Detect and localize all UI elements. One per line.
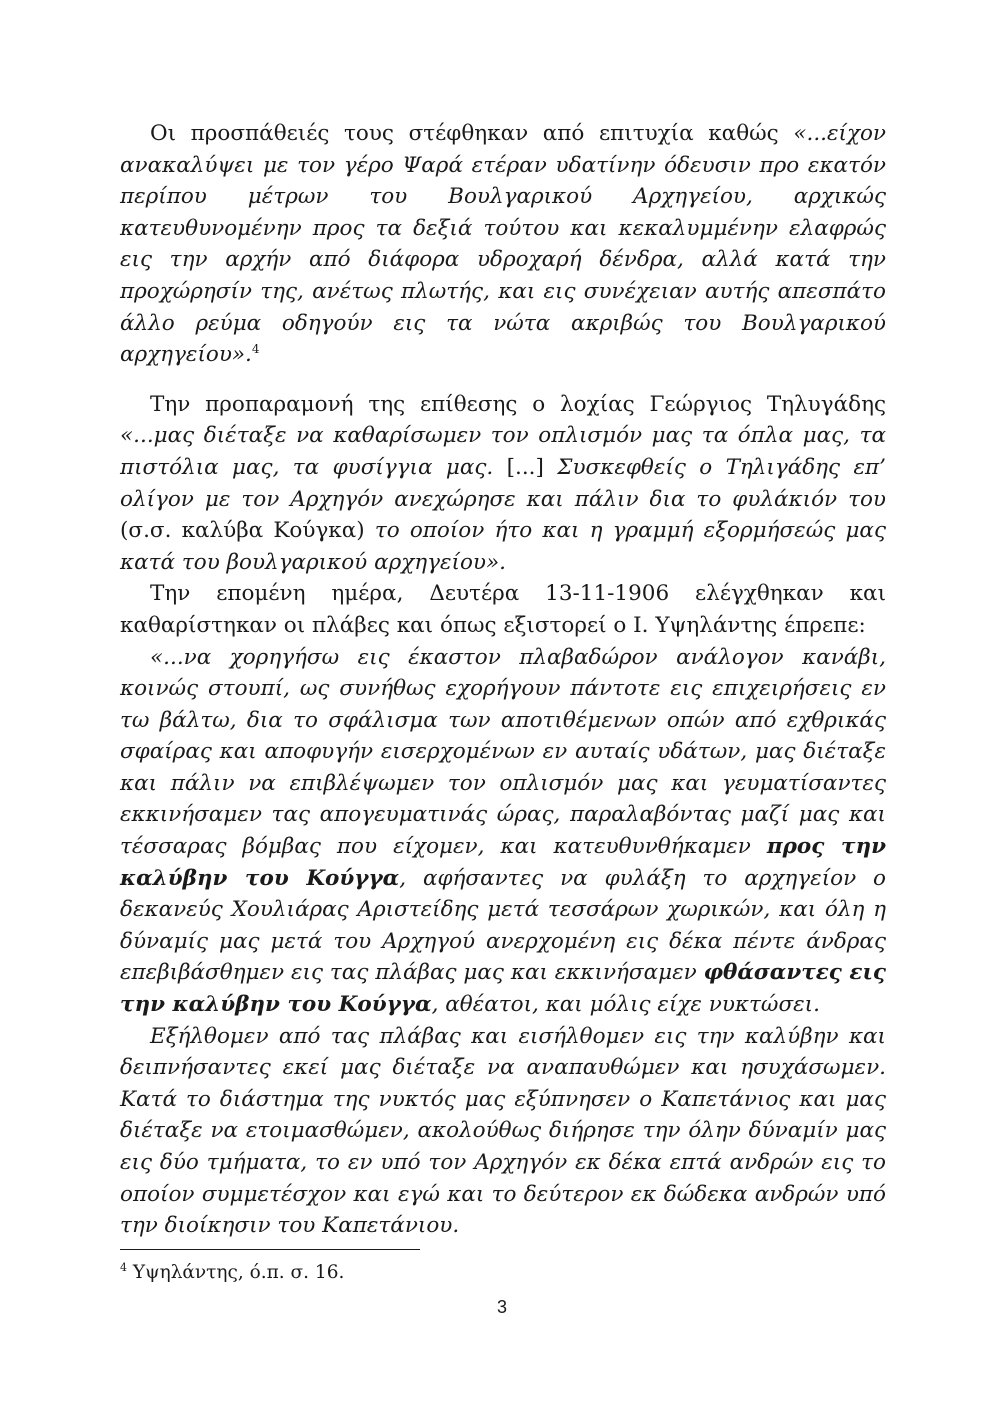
paragraph-3: Την επομένη ημέρα, Δευτέρα 13-11-1906 ελέγχθηκαν και καθαρίστηκαν οι πλάβες και όπως εξιστορεί ο Ι. Υψηλάντης έπρεπε: — [120, 581, 886, 638]
paragraph-4-bold-1: προς την καλύβην του Κούγγα — [120, 834, 886, 891]
paragraph-2-quote-a: «...μας διέταξε να καθαρίσωμεν τον οπλισμόν μας τα όπλα μας, τα πιστόλια μας, τα φυσίγγια μας. — [120, 423, 886, 480]
paragraph-2-aside: (σ.σ. καλύβα Κούγκα) — [120, 518, 365, 544]
paragraph-1-lead: Οι προσπάθειές τους στέφθηκαν από επιτυχία καθώς — [150, 121, 794, 146]
paragraph-2-lead: Την προπαραμονή της επίθεσης ο λοχίας Γεώργιος Τηλυγάδης — [150, 391, 886, 417]
paragraph-5 — [120, 1021, 886, 1242]
paragraph-2-ellipsis: [...] — [506, 454, 544, 480]
footnote — [120, 1260, 820, 1286]
paragraph-4 — [120, 642, 886, 1021]
paragraph-2 — [120, 389, 886, 579]
paragraph-2-quote-b: Συσκεφθείς ο Τηλιγάδης επ’ ολίγον με τον Αρχηγόν ανεχώρησε και πάλιν δια το φυλάκιόν του — [120, 454, 886, 512]
paragraph-2-quote-c: το οποίον ήτο και η γραμμή εξορμήσεώς μας κατά του βουλγαρικού αρχηγείου». — [120, 518, 886, 575]
footnote-divider — [120, 1249, 420, 1250]
footnote-text: Υψηλάντης, ό.π. σ. 16. — [132, 1262, 345, 1283]
footnote-number: 4 — [120, 1260, 127, 1274]
paragraph-5-text: Εξήλθομεν από τας πλάβας και εισήλθομεν εις την καλύβην και δειπνήσαντες εκεί μας διέταξε να αναπαυθώμεν και ησυχάσωμεν. Κατά το διάστημα της νυκτός μας εξύπνησεν ο Καπετάνιος και μας διέταξε να ετοιμασθώμεν, ακολούθως διήρησε την όλην δύναμίν μας εις δύο τμήματα, το εν υπό τον Αρχηγόν εκ δέκα επτά ανδρών εις το οποίον συμμετέσχον και εγώ και το δεύτερον εκ δώδεκα ανδρών υπό την διοίκησιν του Καπετάνιου. — [120, 1023, 886, 1239]
paragraph-1 — [120, 118, 886, 371]
paragraph-4-part-c: , αθέατοι, και μόλις είχε νυκτώσει. — [431, 992, 820, 1018]
paragraph-1-quote: «...είχον ανακαλύψει με τον γέρο Ψαρά ετέραν υδατίνην όδευσιν προ εκατόν περίπου μέτρων του Βουλγαρικού Αρχηγείου, αρχικώς κατευθυνομένην προς τα δεξιά τούτου και κεκαλυμμένην ελαφρώς εις την αρχήν από διάφορα υδροχαρή δένδρα, αλλά κατά την προχώρησίν της, ανέτως πλωτής, και εις συνέχειαν αυτής απεσπάτο άλλο ρεύμα οδηγούν εις τα νώτα ακριβώς του Βουλγαρικού αρχηγείου». — [120, 121, 886, 368]
footnote-reference[interactable]: 4 — [251, 342, 260, 356]
page-number: 3 — [496, 1297, 507, 1317]
paragraph-4-part-a: «...να χορηγήσω εις έκαστον πλαβαδώρον ανάλογον κανάβι, κοινώς στουπί, ως συνήθως εχορήγουν πάντοτε εις επιχειρήσεις εν τω βάλτω, δια το σφάλισμα των αποτιθέμενων οπών από εχθρικάς σφαίρας και αποφυγήν εισερχομένων εν αυταίς υδάτων, μας διέταξε και πάλιν να επιβλέψωμεν τον οπλισμόν μας και γευματίσαντες εκκινήσαμεν τας απογευματινάς ώρας, παραλαβόντας μαζί μας και τέσσαρας βόμβας που είχομεν, και κατευθυνθήκαμεν — [120, 644, 886, 860]
paragraph-4-bold-2: φθάσαντες εις την καλύβην του Κούγγα — [120, 960, 886, 1018]
body-text — [120, 118, 886, 1242]
paragraph-4-part-b: , αφήσαντες να φυλάξη το αρχηγείον ο δεκανεύς Χουλιάρας Αριστείδης μετά τεσσάρων χωρικών, και όλη η δύναμίς μας μετά του Αρχηγού ανερχομένη εις δέκα πέντε άνδρας επεβιβάσθημεν εις τας πλάβας μας και εκκινήσαμεν — [120, 865, 886, 986]
